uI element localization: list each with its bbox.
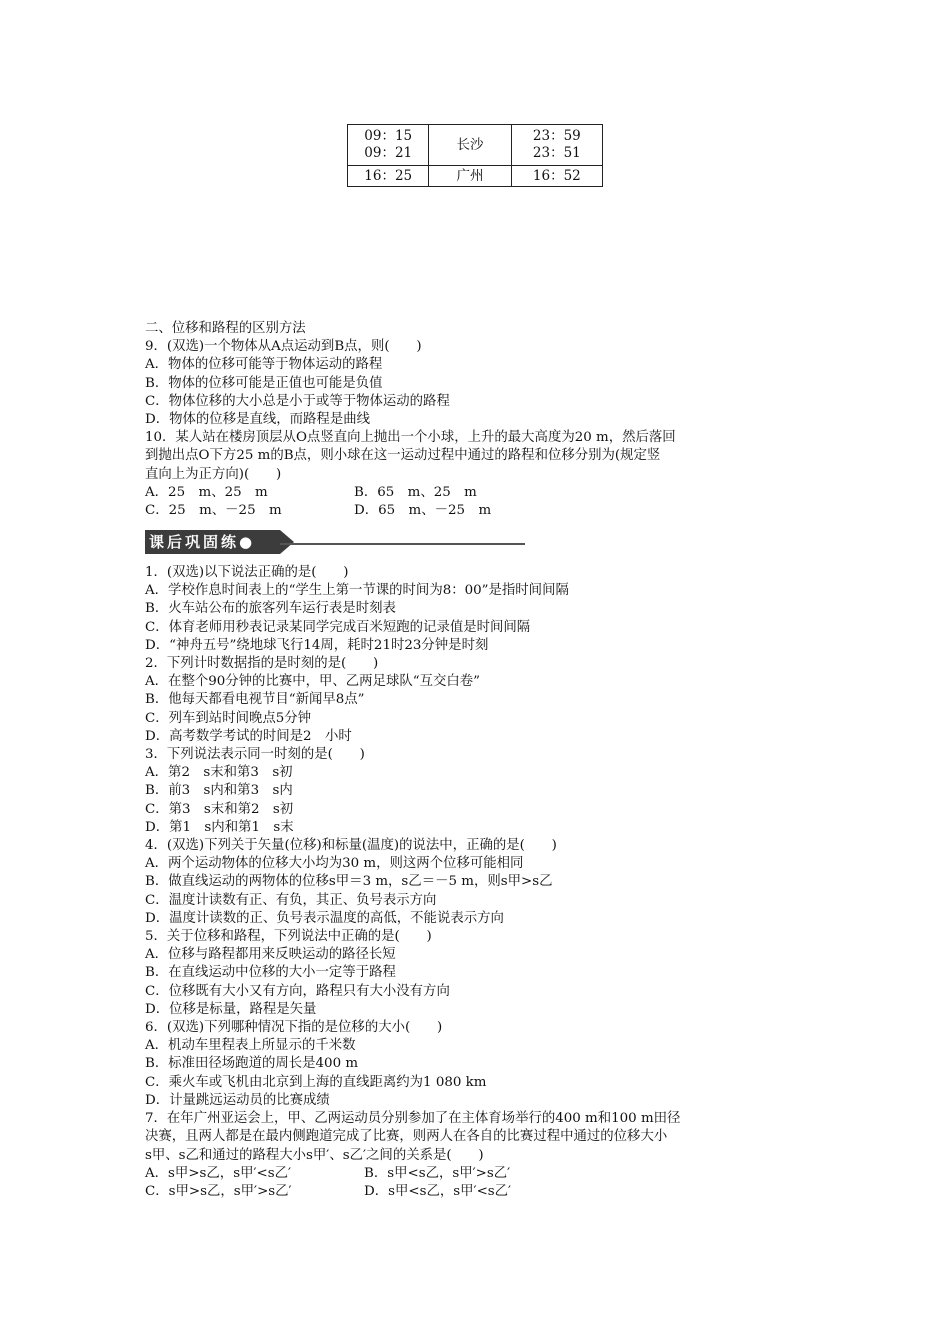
question-2-option-b: B．他每天都看电视节目“新闻早8点” xyxy=(145,692,365,708)
question-7-stem-line: 7．在年广州亚运会上，甲、乙两运动员分别参加了在主体育场举行的400 m和100 m田径 xyxy=(145,1111,681,1127)
question-9-option-c: C．物体位移的大小总是小于或等于物体运动的路程 xyxy=(145,393,450,409)
table-row xyxy=(348,125,603,166)
question-1-option-d: D．“神舟五号”绕地球飞行14周，耗时21时23分钟是时刻 xyxy=(145,637,489,653)
question-9-option-a: A．物体的位移可能等于物体运动的路程 xyxy=(145,357,383,373)
exercises xyxy=(145,564,825,1201)
question-6-option-d: D．计量跳远运动员的比赛成绩 xyxy=(145,1092,330,1108)
question-6-stem: 6．(双选)下列哪种情况下指的是位移的大小( ) xyxy=(145,1020,443,1036)
time-cell xyxy=(348,125,429,166)
question-2-option-c: C．列车到站时间晚点5分钟 xyxy=(145,710,312,726)
question-9-option-d: D．物体的位移是直线，而路程是曲线 xyxy=(145,412,370,428)
question-3-option-c: C．第3 s末和第2 s初 xyxy=(145,801,294,817)
question-10-option-a: A．25 m、25 m xyxy=(145,484,268,500)
question-1-option-c: C．体育老师用秒表记录某同学完成百米短跑的记录值是时间间隔 xyxy=(145,619,531,635)
time-cell xyxy=(511,125,602,166)
question-9-stem: 9．(双选)一个物体从A点运动到B点，则( ) xyxy=(145,339,422,355)
question-7-option-a: A．s甲>s乙，s甲′<s乙′ xyxy=(145,1165,292,1181)
section-two xyxy=(145,320,825,520)
depart-time: 23：51 xyxy=(532,145,581,161)
time-cell: 16：25 xyxy=(348,166,429,187)
question-1-option-b: B．火车站公布的旅客列车运行表是时刻表 xyxy=(145,601,396,617)
question-10-option-c: C．25 m、－25 m xyxy=(145,503,282,519)
question-3-stem: 3．下列说法表示同一时刻的是( ) xyxy=(145,747,365,763)
question-5-option-a: A．位移与路程都用来反映运动的路径长短 xyxy=(145,947,396,963)
question-5-option-c: C．位移既有大小又有方向，路程只有大小没有方向 xyxy=(145,983,450,999)
question-7-option-d: D．s甲<s乙，s甲′<s乙′ xyxy=(364,1183,512,1199)
train-timetable xyxy=(347,124,603,187)
question-6-option-c: C．乘火车或飞机由北京到上海的直线距离约为1 080 km xyxy=(145,1074,487,1090)
question-4-option-c: C．温度计读数有正、有负，其正、负号表示方向 xyxy=(145,892,437,908)
question-2-option-a: A．在整个90分钟的比赛中，甲、乙两足球队“互交白卷” xyxy=(145,674,480,690)
question-9-option-b: B．物体的位移可能是正值也可能是负值 xyxy=(145,375,383,391)
question-10-option-d: D．65 m、－25 m xyxy=(354,503,492,519)
question-7-stem-line: s甲、s乙和通过的路程大小s甲′、s乙′之间的关系是( ) xyxy=(145,1147,484,1163)
question-3-option-a: A．第2 s末和第3 s初 xyxy=(145,765,293,781)
station-cell: 广州 xyxy=(429,166,511,187)
banner-label: 课后巩固练● xyxy=(145,530,280,554)
question-4-option-a: A．两个运动物体的位移大小均为30 m，则这两个位移可能相同 xyxy=(145,856,524,872)
question-5-stem: 5．关于位移和路程，下列说法中正确的是( ) xyxy=(145,929,432,945)
section-heading: 二、位移和路程的区别方法 xyxy=(145,321,306,336)
question-10-options-row xyxy=(145,502,825,520)
question-7-option-c: C．s甲>s乙，s甲′>s乙′ xyxy=(145,1183,292,1199)
question-7-option-b: B．s甲<s乙，s甲′>s乙′ xyxy=(364,1165,511,1181)
arrive-time: 09：15 xyxy=(364,128,413,144)
question-10-stem-line: 10．某人站在楼房顶层从O点竖直向上抛出一个小球，上升的最大高度为20 m，然后落回 xyxy=(145,430,676,446)
station-cell: 长沙 xyxy=(429,125,511,166)
question-3-option-d: D．第1 s内和第1 s末 xyxy=(145,819,294,835)
question-7-stem-line: 决赛，且两人都是在最内侧跑道完成了比赛，则两人在各自的比赛过程中通过的位移大小 xyxy=(145,1129,668,1145)
question-1-stem: 1．(双选)以下说法正确的是( ) xyxy=(145,565,349,580)
question-7-options-row xyxy=(145,1183,825,1201)
question-10-stem-line: 到抛出点O下方25 m的B点，则小球在这一运动过程中通过的路程和位移分别为(规定竖 xyxy=(145,448,661,464)
question-10-option-b: B．65 m、25 m xyxy=(354,484,477,500)
question-7-options-row xyxy=(145,1165,825,1183)
section-banner xyxy=(145,530,525,556)
table-row xyxy=(348,166,603,187)
question-2-option-d: D．高考数学考试的时间是2 小时 xyxy=(145,728,352,744)
arrive-time: 23：59 xyxy=(532,128,581,144)
question-4-stem: 4．(双选)下列关于矢量(位移)和标量(温度)的说法中，正确的是( ) xyxy=(145,838,557,854)
question-2-stem: 2．下列计时数据指的是时刻的是( ) xyxy=(145,656,379,672)
question-3-option-b: B．前3 s内和第3 s内 xyxy=(145,783,293,799)
question-6-option-b: B．标准田径场跑道的周长是400 m xyxy=(145,1056,359,1072)
time-cell: 16：52 xyxy=(511,166,602,187)
question-10-stem-line: 直向上为正方向)( ) xyxy=(145,466,282,482)
question-4-option-b: B．做直线运动的两物体的位移s甲＝3 m，s乙＝－5 m，则s甲>s乙 xyxy=(145,874,553,890)
question-1-option-a: A．学校作息时间表上的“学生上第一节课的时间为8：00”是指时间间隔 xyxy=(145,583,569,599)
banner-rule xyxy=(280,543,525,545)
question-6-option-a: A．机动车里程表上所显示的千米数 xyxy=(145,1038,356,1054)
question-4-option-d: D．温度计读数的正、负号表示温度的高低，不能说表示方向 xyxy=(145,910,504,926)
question-10-options-row xyxy=(145,484,825,502)
question-5-option-d: D．位移是标量，路程是矢量 xyxy=(145,1001,317,1017)
depart-time: 09：21 xyxy=(364,145,413,161)
question-5-option-b: B．在直线运动中位移的大小一定等于路程 xyxy=(145,965,396,981)
